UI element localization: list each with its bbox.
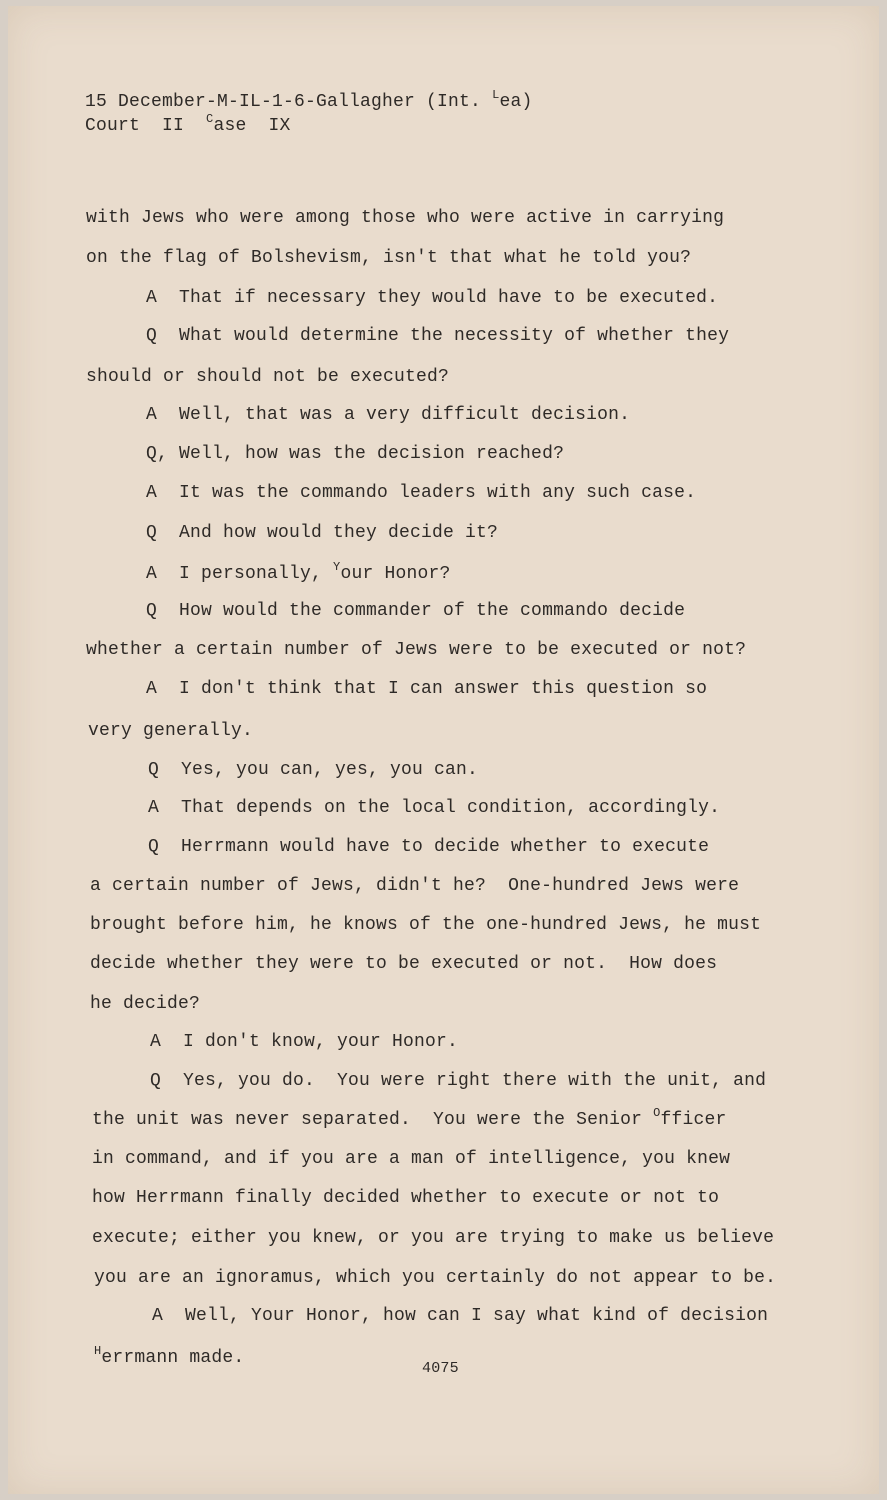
- text-line: A I don't think that I can answer this question so: [146, 679, 708, 699]
- text-line: very generally.: [88, 721, 254, 741]
- text-line: with Jews who were among those who were active in carrying: [86, 208, 725, 228]
- text-line: decide whether they were to be executed or not. How does: [90, 954, 718, 974]
- text-line: in command, and if you are a man of intelligence, you knew: [92, 1149, 731, 1169]
- text-line: A I don't know, your Honor.: [150, 1032, 459, 1052]
- text-line: A Well, that was a very difficult decision.: [146, 405, 631, 425]
- text-line: brought before him, he knows of the one-hundred Jews, he must: [90, 915, 762, 935]
- text-line: Q, Well, how was the decision reached?: [146, 444, 565, 464]
- text-line: Q And how would they decide it?: [146, 523, 499, 543]
- text-line: Q Herrmann would have to decide whether to execute: [148, 837, 710, 857]
- text-line: Q How would the commander of the commando decide: [146, 601, 686, 621]
- text-line: A It was the commando leaders with any such case.: [146, 483, 697, 503]
- text-line: execute; either you knew, or you are trying to make us believe: [92, 1228, 775, 1248]
- text-line: $^H$errmann made.: [94, 1344, 245, 1368]
- text-line: Q Yes, you do. You were right there with the unit, and: [150, 1071, 767, 1091]
- text-line: A Well, Your Honor, how can I say what kind of decision: [152, 1306, 769, 1326]
- text-line: the unit was never separated. You were the Senior $^O$fficer: [92, 1106, 727, 1130]
- text-line: you are an ignoramus, which you certainly do not appear to be.: [94, 1268, 777, 1288]
- text-line: whether a certain number of Jews were to be executed or not?: [86, 640, 747, 660]
- text-line: A That if necessary they would have to be executed.: [146, 288, 719, 308]
- text-line: a certain number of Jews, didn't he? One-hundred Jews were: [90, 876, 740, 896]
- header-line-1: 15 December-M-IL-1-6-Gallagher (Int. $^L$ea): [85, 88, 533, 112]
- header-line-2: Court II $^C$ase IX: [85, 112, 291, 136]
- text-line: should or should not be executed?: [86, 367, 450, 387]
- text-line: A I personally, $^Y$our Honor?: [146, 560, 451, 584]
- page-number: 4075: [422, 1360, 459, 1377]
- text-line: A That depends on the local condition, accordingly.: [148, 798, 721, 818]
- text-line: Q What would determine the necessity of whether they: [146, 326, 730, 346]
- text-line: Q Yes, you can, yes, you can.: [148, 760, 479, 780]
- text-line: how Herrmann finally decided whether to execute or not to: [92, 1188, 720, 1208]
- text-line: he decide?: [90, 994, 201, 1014]
- text-line: on the flag of Bolshevism, isn't that what he told you?: [86, 248, 692, 268]
